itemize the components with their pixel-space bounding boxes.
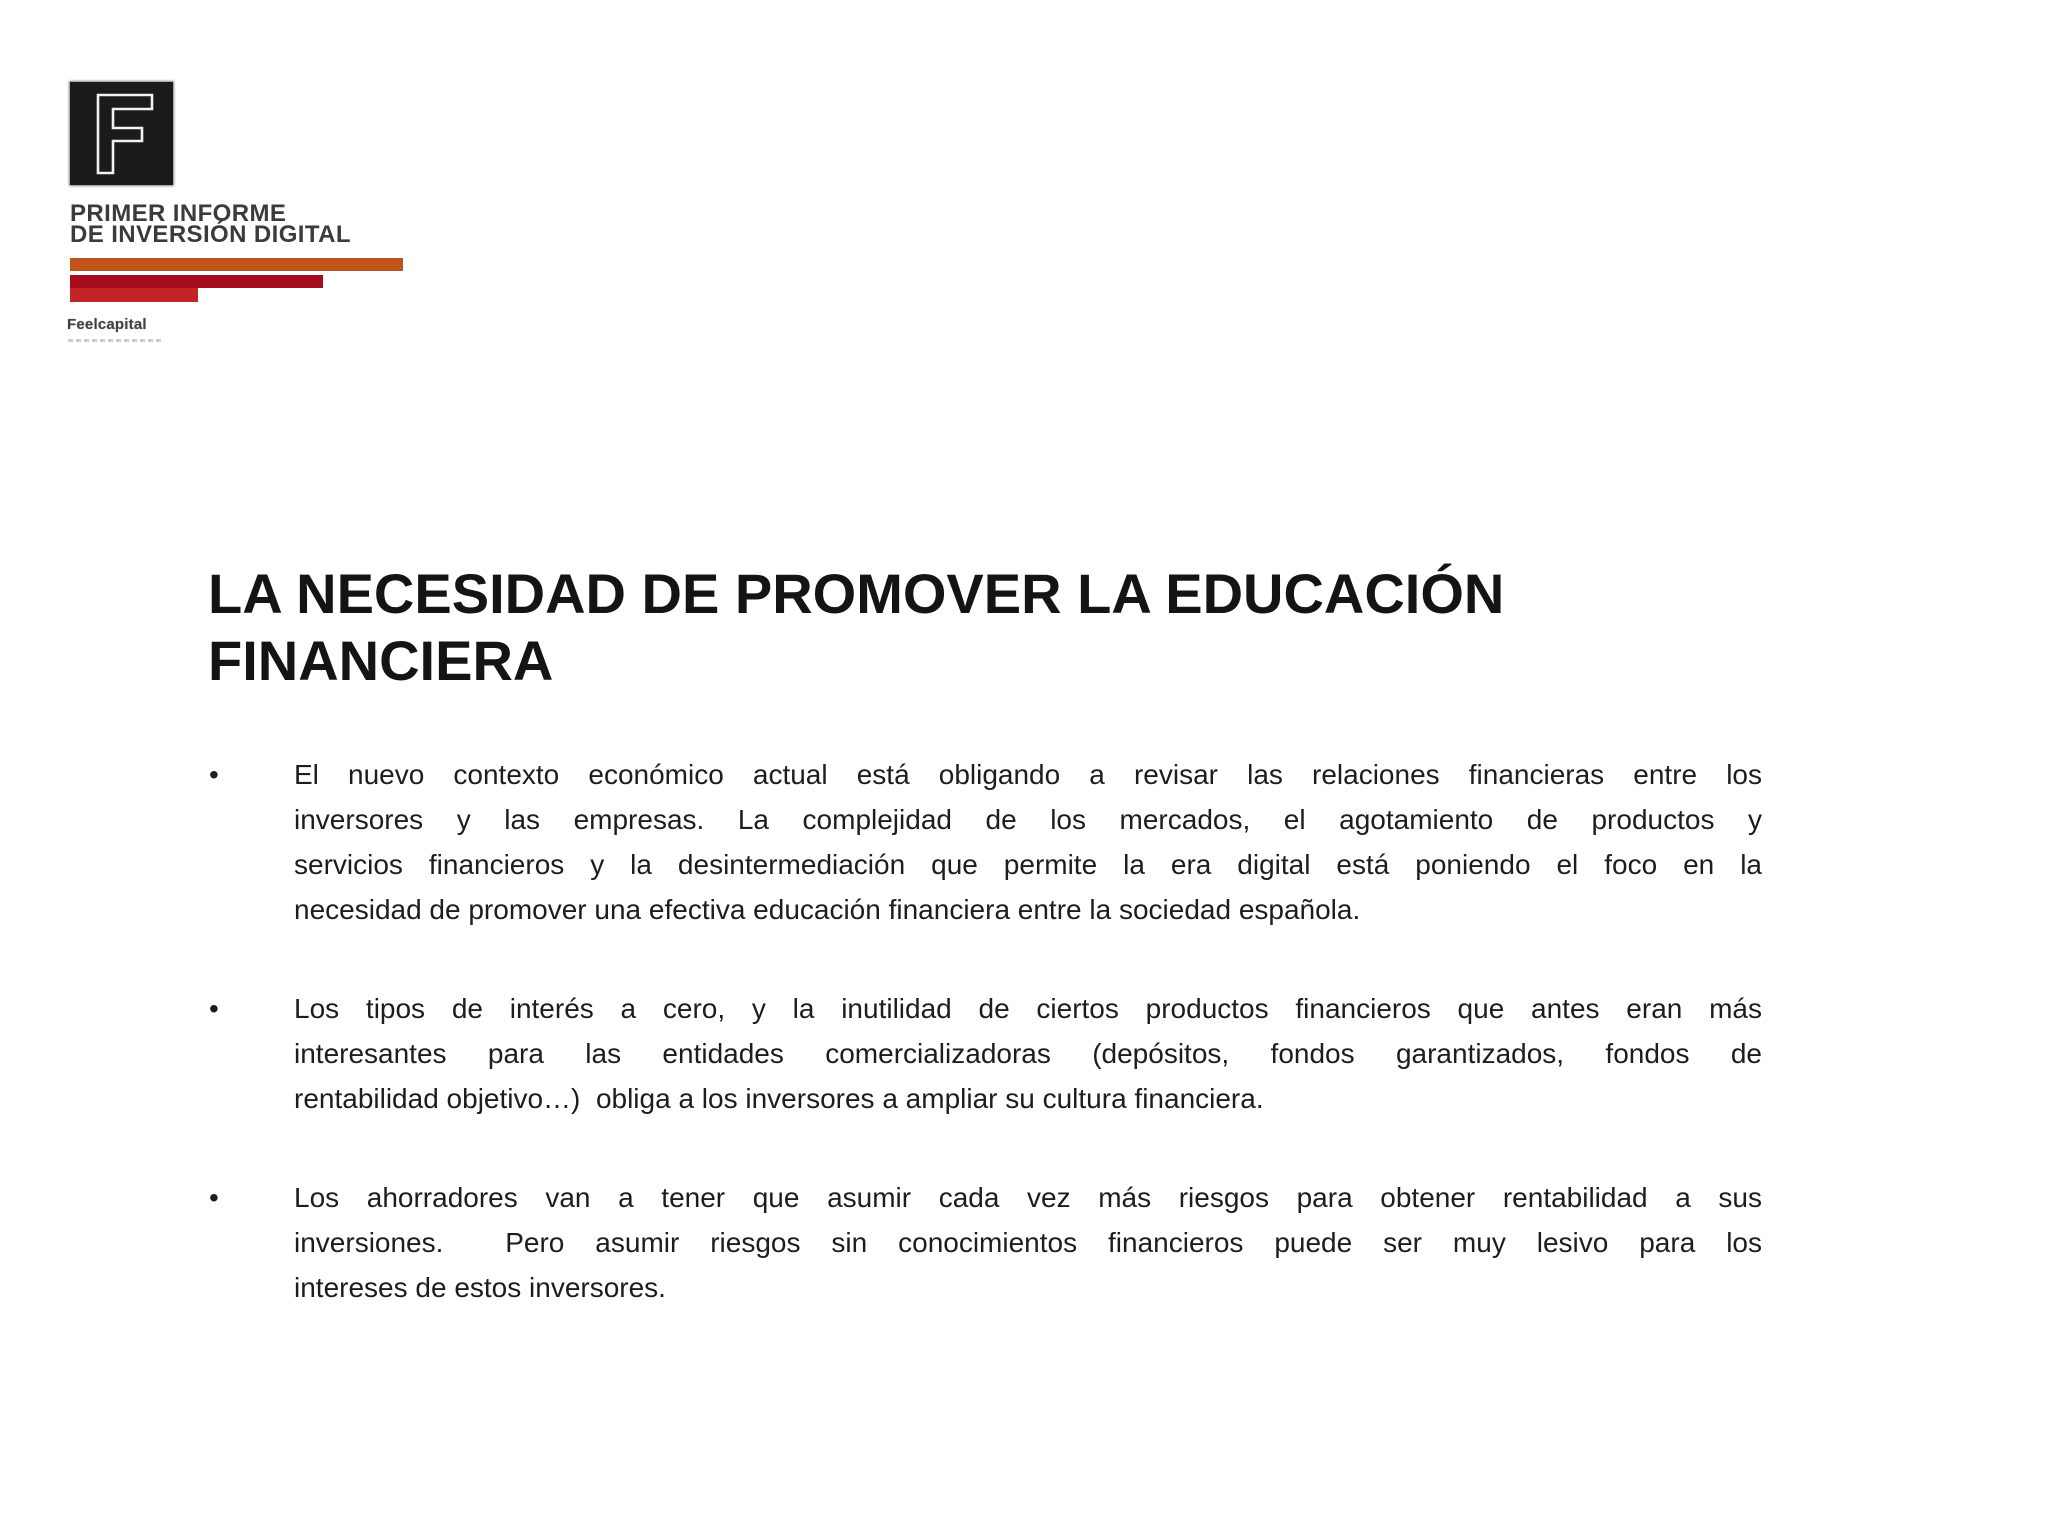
bullet-text — [294, 1175, 1762, 1310]
bullet-text-line: servicios financieros y la desintermediación que permite la era digital está poniendo el foco en la — [294, 849, 1762, 880]
f-outline-glyph — [70, 82, 173, 185]
brand-tagline — [68, 339, 162, 342]
bullet-text-line: necesidad de promover una efectiva educación financiera entre la sociedad española. — [294, 894, 1361, 925]
bullet-text-line: El nuevo contexto económico actual está obligando a revisar las relaciones financieras entre los — [294, 759, 1762, 790]
bullet-text-line: inversiones. Pero asumir riesgos sin conocimientos financieros puede ser muy lesivo para los — [294, 1227, 1762, 1258]
page-title-line1: LA NECESIDAD DE PROMOVER LA EDUCACIÓN — [208, 562, 1505, 625]
page-title-line2: FINANCIERA — [208, 629, 554, 692]
bullet-text-line: Los ahorradores van a tener que asumir cada vez más riesgos para obtener rentabilidad a sus — [294, 1182, 1762, 1213]
logo-bar-dark-red — [70, 275, 323, 288]
bullet-text-line: intereses de estos inversores. — [294, 1272, 666, 1303]
bullet-text — [294, 986, 1762, 1121]
bullet-text-line: interesantes para las entidades comercializadoras (depósitos, fondos garantizados, fondos de — [294, 1038, 1762, 1069]
bullet-marker: • — [209, 759, 219, 790]
logo-bar-orange — [70, 258, 403, 271]
page-title — [208, 560, 1504, 694]
bullet-list — [205, 752, 1762, 1364]
report-name — [70, 200, 351, 248]
report-name-line2: DE INVERSIÓN DIGITAL — [70, 221, 351, 248]
logo-bar-red — [70, 288, 198, 302]
list-item — [205, 752, 1762, 932]
report-name-line1: PRIMER INFORME — [70, 200, 287, 227]
f-logo-icon — [70, 82, 173, 185]
bullet-text-line: rentabilidad objetivo…) obliga a los inversores a ampliar su cultura financiera. — [294, 1083, 1264, 1114]
bullet-marker: • — [209, 1182, 219, 1213]
bullet-marker: • — [209, 993, 219, 1024]
list-item — [205, 986, 1762, 1121]
bullet-text — [294, 752, 1762, 932]
bullet-text-line: inversores y las empresas. La complejidad de los mercados, el agotamiento de productos y — [294, 804, 1762, 835]
brand-wordmark: Feelcapital — [67, 316, 147, 333]
list-item — [205, 1175, 1762, 1310]
bullet-text-line: Los tipos de interés a cero, y la inutilidad de ciertos productos financieros que antes eran más — [294, 993, 1762, 1024]
